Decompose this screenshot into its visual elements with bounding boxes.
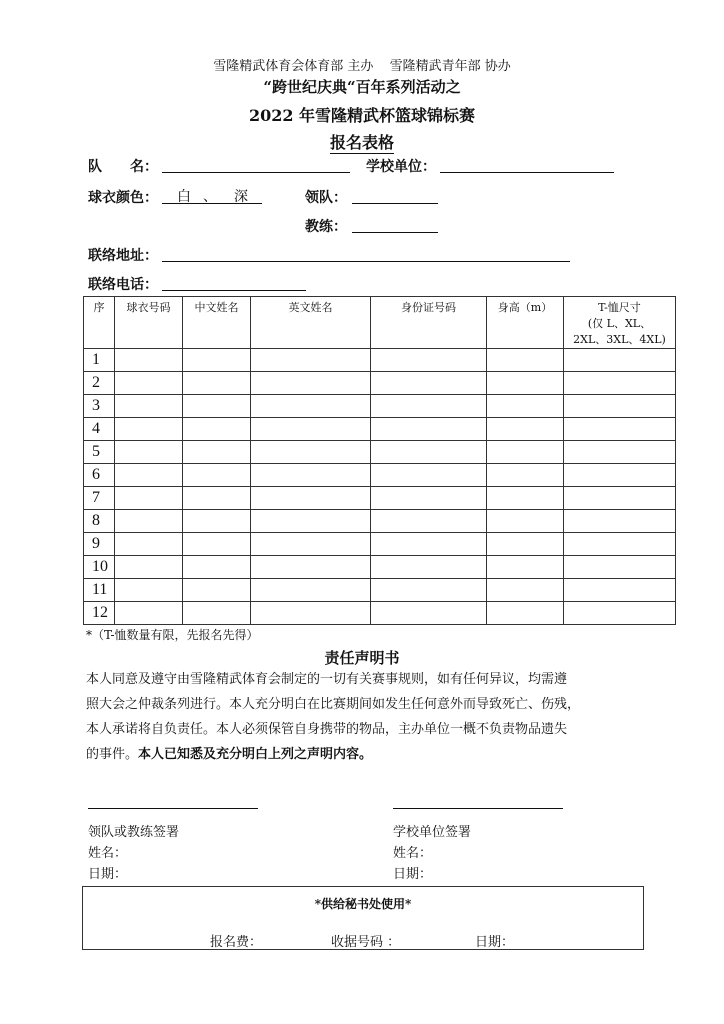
school-name-label: 姓名： [393, 846, 433, 861]
tshirt-size-options-2: 2XL、3XL、4XL) [573, 333, 666, 346]
table-cell[interactable] [564, 441, 676, 464]
table-row [84, 602, 676, 625]
declaration-line [86, 742, 666, 767]
table-cell[interactable] [371, 487, 487, 510]
table-cell[interactable] [564, 556, 676, 579]
table-row [84, 418, 676, 441]
event-subtitle: “跨世纪庆典“百年系列活动之 [263, 78, 461, 96]
table-row [84, 556, 676, 579]
table-cell[interactable] [251, 372, 371, 395]
table-cell[interactable] [251, 464, 371, 487]
school-signature-title: 学校单位签署 [393, 825, 472, 840]
secretariat-box [82, 886, 644, 950]
table-cell[interactable] [487, 510, 564, 533]
row-number: 7 [84, 487, 115, 510]
table-cell[interactable] [371, 349, 487, 372]
table-cell[interactable] [564, 510, 676, 533]
declaration-line: 本人承诺将自负责任。本人必须保管自身携带的物品，主办单位一概不负责物品遗失 [86, 722, 568, 737]
school-signature-line[interactable] [393, 808, 563, 809]
fee-label: 报名费： [210, 935, 263, 950]
table-cell[interactable] [564, 533, 676, 556]
table-cell[interactable] [183, 579, 251, 602]
col-header-jersey-number: 球衣号码 [115, 297, 183, 349]
table-cell[interactable] [115, 372, 183, 395]
table-cell[interactable] [487, 418, 564, 441]
team-name-label: 队 名： [88, 159, 158, 175]
table-header-row [84, 297, 676, 349]
jersey-color-label: 球衣颜色： [88, 190, 158, 206]
table-cell[interactable] [371, 510, 487, 533]
col-header-index: 序 [84, 297, 115, 349]
table-cell[interactable] [251, 579, 371, 602]
row-number: 6 [84, 464, 115, 487]
leader-signature-block [88, 822, 179, 885]
table-cell[interactable] [564, 349, 676, 372]
table-cell[interactable] [183, 441, 251, 464]
jersey-separator: 、 [203, 189, 218, 205]
declaration-line: 照大会之仲裁条列进行。本人充分明白在比赛期间如发生任何意外而导致死亡、伤残， [86, 697, 581, 712]
table-cell[interactable] [371, 441, 487, 464]
phone-label: 联络电话： [88, 277, 158, 293]
table-cell[interactable] [487, 395, 564, 418]
table-row [84, 579, 676, 602]
table-cell[interactable] [251, 533, 371, 556]
table-cell[interactable] [251, 487, 371, 510]
table-cell[interactable] [115, 533, 183, 556]
row-number: 5 [84, 441, 115, 464]
row-number: 1 [84, 349, 115, 372]
secretariat-title: *供给秘书处使用* [314, 897, 412, 911]
table-cell[interactable] [487, 349, 564, 372]
declaration-line-end: 的事件。 [86, 747, 139, 762]
table-cell[interactable] [564, 579, 676, 602]
form-title-text: 报名表格 [329, 133, 394, 152]
coach-label: 教练： [305, 219, 347, 235]
leader-name-label: 姓名： [88, 846, 128, 861]
col-header-tshirt-size [564, 297, 676, 349]
table-cell[interactable] [115, 418, 183, 441]
address-label: 联络地址： [88, 248, 158, 264]
table-cell[interactable] [487, 602, 564, 625]
table-cell[interactable] [115, 510, 183, 533]
table-cell[interactable] [487, 464, 564, 487]
table-cell[interactable] [487, 533, 564, 556]
table-cell[interactable] [115, 395, 183, 418]
table-cell[interactable] [183, 418, 251, 441]
leader-signature-title: 领队或教练签署 [88, 825, 180, 840]
organizer-text: 雪隆精武体育会体育部 主办 [213, 59, 374, 74]
table-cell[interactable] [115, 464, 183, 487]
table-cell[interactable] [487, 556, 564, 579]
table-cell[interactable] [371, 533, 487, 556]
receipt-label: 收据号码 ： [331, 935, 401, 950]
leader-date-label: 日期： [88, 867, 128, 882]
row-number: 4 [84, 418, 115, 441]
jersey-dark: 深 [234, 189, 249, 205]
col-header-chinese-name: 中文姓名 [183, 297, 251, 349]
table-cell[interactable] [115, 441, 183, 464]
table-cell[interactable] [564, 487, 676, 510]
table-cell[interactable] [183, 510, 251, 533]
declaration-acknowledgement: 本人已知悉及充分明白上列之声明内容。 [138, 747, 373, 762]
declaration-line: 本人同意及遵守由雪隆精武体育会制定的一切有关赛事规则，如有任何异议，均需遵 [86, 672, 568, 687]
school-signature-block [393, 822, 471, 885]
table-cell[interactable] [183, 556, 251, 579]
table-cell[interactable] [487, 441, 564, 464]
leader-label: 领队： [305, 190, 347, 206]
table-cell[interactable] [251, 349, 371, 372]
row-number: 8 [84, 510, 115, 533]
table-cell[interactable] [564, 418, 676, 441]
table-cell[interactable] [371, 395, 487, 418]
table-cell[interactable] [115, 579, 183, 602]
table-row [84, 441, 676, 464]
table-cell[interactable] [564, 395, 676, 418]
row-number: 2 [84, 372, 115, 395]
table-cell[interactable] [251, 395, 371, 418]
coach-field[interactable] [352, 214, 438, 233]
leader-signature-line[interactable] [88, 808, 258, 809]
table-cell[interactable] [115, 602, 183, 625]
row-number: 10 [84, 556, 115, 579]
event-title: 2022 年雪隆精武杯篮球锦标赛 [248, 106, 476, 125]
table-cell[interactable] [487, 487, 564, 510]
table-cell[interactable] [251, 602, 371, 625]
table-cell[interactable] [115, 349, 183, 372]
phone-field[interactable] [162, 272, 306, 291]
table-cell[interactable] [251, 418, 371, 441]
col-header-height: 身高（m） [487, 297, 564, 349]
table-cell[interactable] [251, 556, 371, 579]
table-cell[interactable] [115, 487, 183, 510]
row-number: 9 [84, 533, 115, 556]
address-field[interactable] [162, 243, 570, 262]
table-cell[interactable] [115, 556, 183, 579]
table-row [84, 510, 676, 533]
registration-table [83, 296, 676, 625]
table-cell[interactable] [564, 602, 676, 625]
table-cell[interactable] [487, 579, 564, 602]
table-cell[interactable] [183, 349, 251, 372]
table-cell[interactable] [251, 441, 371, 464]
table-row [84, 395, 676, 418]
leader-field[interactable] [352, 185, 438, 204]
declaration-title: 责任声明书 [324, 649, 400, 667]
table-row [84, 349, 676, 372]
col-header-id-number: 身份证号码 [371, 297, 487, 349]
table-cell[interactable] [183, 533, 251, 556]
table-cell[interactable] [371, 418, 487, 441]
table-row [84, 533, 676, 556]
row-number: 12 [84, 602, 115, 625]
co-organizer-text: 雪隆精武青年部 协办 [389, 59, 511, 74]
school-label: 学校单位： [366, 159, 436, 175]
table-cell[interactable] [183, 487, 251, 510]
secretariat-date-label: 日期： [475, 935, 515, 950]
table-row [84, 487, 676, 510]
school-field[interactable] [440, 154, 614, 173]
table-cell[interactable] [371, 602, 487, 625]
declaration-body [86, 667, 666, 767]
table-cell[interactable] [371, 464, 487, 487]
col-header-english-name: 英文姓名 [251, 297, 371, 349]
table-cell[interactable] [183, 395, 251, 418]
table-cell[interactable] [371, 556, 487, 579]
table-cell[interactable] [564, 372, 676, 395]
tshirt-size-options: (仅 L、XL、 [587, 317, 652, 330]
row-number: 11 [84, 579, 115, 602]
table-cell[interactable] [564, 464, 676, 487]
tshirt-header-label: T-恤尺寸 [598, 301, 641, 314]
organizers-line [0, 55, 724, 74]
form-title [0, 130, 724, 153]
table-cell[interactable] [371, 579, 487, 602]
school-date-label: 日期： [393, 867, 433, 882]
row-number: 3 [84, 395, 115, 418]
table-cell[interactable] [251, 510, 371, 533]
jersey-white: 白 [177, 189, 192, 205]
table-cell[interactable] [183, 464, 251, 487]
table-cell[interactable] [183, 372, 251, 395]
table-row [84, 372, 676, 395]
team-name-field[interactable] [162, 154, 350, 173]
tshirt-note: *（T-恤数量有限，先报名先得） [86, 628, 259, 642]
table-cell[interactable] [183, 602, 251, 625]
table-cell[interactable] [371, 372, 487, 395]
table-row [84, 464, 676, 487]
table-cell[interactable] [487, 372, 564, 395]
